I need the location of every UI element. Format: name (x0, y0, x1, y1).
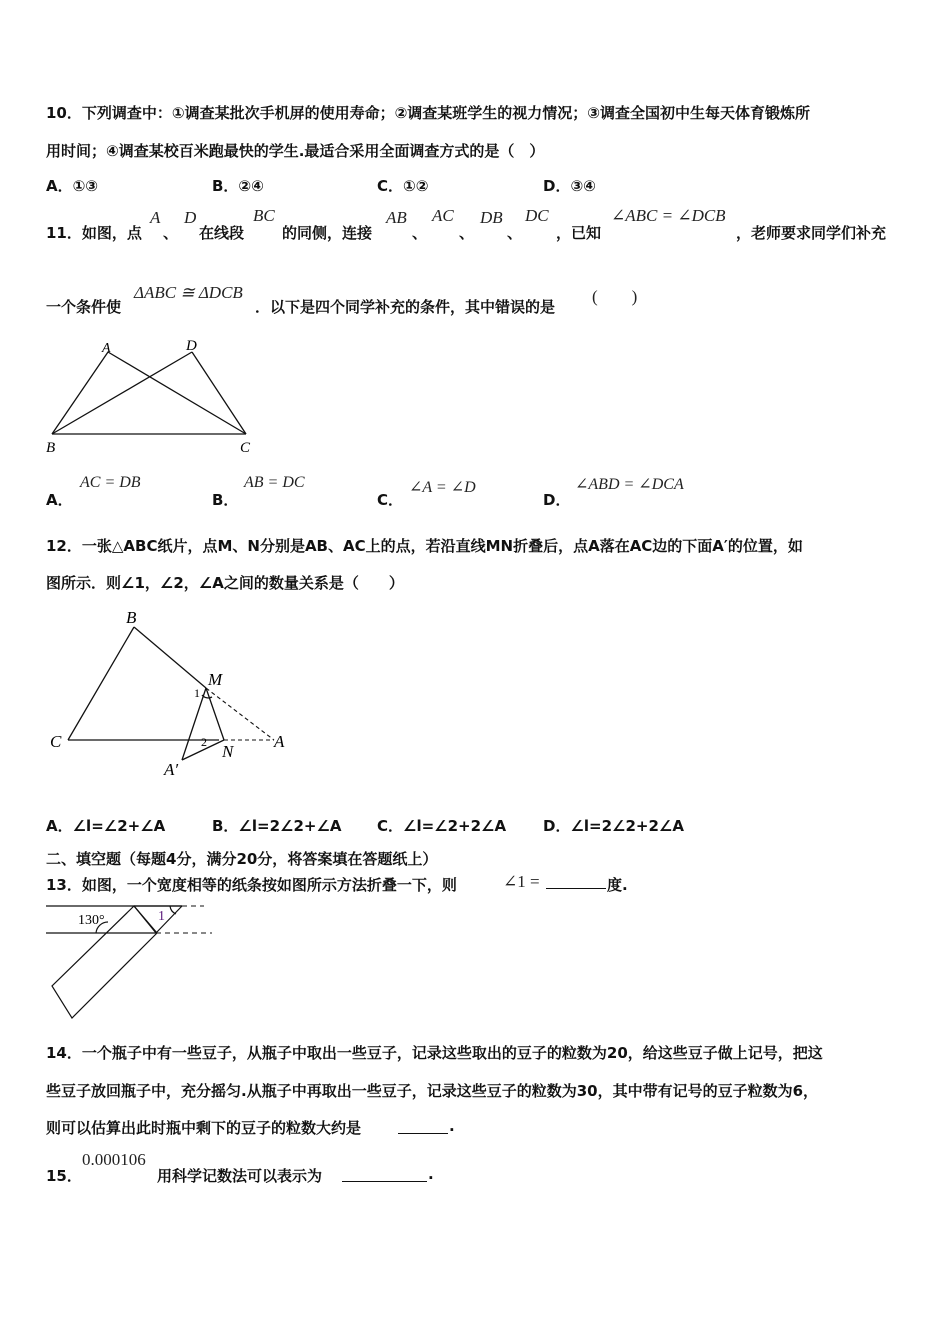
q11-number: 11．如图，点 (46, 224, 142, 242)
q15-answer-blank[interactable] (342, 1167, 427, 1182)
q11-seg-ab (52, 352, 108, 434)
q12-label-a-prime: A′ (164, 760, 179, 779)
q11-label-c: C (240, 440, 251, 456)
q11-label-d: D (186, 338, 197, 354)
q15-number: 15． (46, 1167, 82, 1185)
q11-seg-dc (192, 352, 246, 434)
q12-line2: 图所示．则∠1，∠2，∠A之间的数量关系是（ ） (46, 574, 404, 592)
q10-line1: 10．下列调查中：①调查某批次手机屏的使用寿命；②调查某班学生的视力情况；③调查全国初中生每天体育锻炼所 (46, 104, 810, 122)
section2-heading: 二、填空题（每题4分，满分20分，将答案填在答题纸上） (46, 850, 438, 868)
q11-point-a: A (150, 208, 161, 227)
q13-angle130: 130° (78, 913, 105, 928)
q13-text2: 度. (607, 876, 628, 894)
q11-option-b-math: AB = DC (244, 474, 305, 491)
q11-sep4: 、 (507, 224, 523, 242)
q12-option-c: C．∠l=∠2+2∠A (377, 817, 507, 835)
q11-option-d-math: ∠ABD = ∠DCA (575, 476, 684, 493)
q11-text-line1 (46, 222, 142, 243)
q11-option-c-letter: C． (377, 491, 404, 509)
q11-sep1: 、 (163, 224, 179, 242)
q11-segment-bc: BC (253, 206, 275, 225)
q12-label-b: B (126, 608, 137, 627)
q12-dash-ma (206, 688, 274, 740)
q12-line1: 12．一张△ABC纸片，点M、N分别是AB、AC上的点，若沿直线MN折叠后，点A落在AC边的下面A′的位置，如 (46, 537, 803, 555)
q11-seg-db (52, 352, 192, 434)
q15-end: . (428, 1165, 434, 1183)
q11-text3: 的同侧，连接 (282, 224, 373, 242)
q10-option-a: A．①③ (46, 177, 99, 195)
q12-option-a: A．∠l=∠2+∠A (46, 817, 166, 835)
q10-line2: 用时间；④调查某校百米跑最快的学生.最适合采用全面调查方式的是（ ） (46, 142, 545, 160)
q10-option-b: B．②④ (212, 177, 264, 195)
q11-label-a: A (102, 341, 111, 356)
q11-label-b: B (46, 440, 56, 456)
q11-seg-ac (108, 352, 246, 434)
q11-text2: 在线段 (199, 224, 245, 242)
q12-option-b: B．∠l=2∠2+∠A (212, 817, 342, 835)
q13-answer-blank[interactable] (546, 874, 606, 889)
q11-dc: DC (525, 206, 549, 225)
q10-option-d: D．③④ (543, 177, 596, 195)
q12-label-angle1: 1 (194, 686, 200, 700)
q11-option-b-letter: B． (212, 491, 239, 509)
q11-figure (44, 336, 274, 456)
q11-option-a-letter: A． (46, 491, 73, 509)
q14-answer-blank[interactable] (398, 1119, 448, 1134)
q11-answer-paren: ( ) (592, 287, 638, 306)
q13-label-1: 1 (158, 909, 165, 924)
q11-text7: ．以下是四个同学补充的条件，其中错误的是 (255, 298, 556, 316)
q13-fold-line (134, 906, 156, 933)
q12-label-n: N (222, 742, 234, 761)
q15-decimal: 0.000106 (82, 1150, 146, 1169)
q11-text5: ，老师要求同学们补充 (736, 224, 887, 242)
q14-line1: 14．一个瓶子中有一些豆子，从瓶子中取出一些豆子，记录这些取出的豆子的粒数为20，给这些豆子做上记号，把这 (46, 1044, 823, 1062)
q12-option-d: D．∠l=2∠2+2∠A (543, 817, 684, 835)
q15-text2: 用科学记数法可以表示为 (157, 1167, 323, 1185)
q12-figure (46, 605, 306, 785)
q12-seg-mn (206, 688, 224, 740)
q11-text6: 一个条件使 (46, 298, 122, 316)
q11-sep3: 、 (459, 224, 475, 242)
q12-seg-bm (134, 627, 206, 688)
q11-option-d-letter: D． (543, 491, 571, 509)
q11-sep2: 、 (412, 224, 428, 242)
q12-seg-bc (68, 627, 134, 740)
q11-angle-condition: ∠ABC = ∠DCB (611, 206, 726, 225)
q13-text1: 13．如图，一个宽度相等的纸条按如图所示方法折叠一下，则 (46, 876, 457, 894)
q14-line3: 则可以估算出此时瓶中剩下的豆子的粒数大约是 (46, 1119, 362, 1137)
q11-option-c-math: ∠A = ∠D (409, 479, 476, 496)
q11-ac: AC (432, 206, 454, 225)
q13-angle-label: ∠1 = (503, 872, 540, 891)
q11-ab: AB (386, 208, 407, 227)
q11-text4: ，已知 (556, 224, 602, 242)
q11-db: DB (480, 208, 503, 227)
q11-congruence: ΔABC ≅ ΔDCB (134, 283, 243, 302)
q12-label-angle2: 2 (201, 735, 207, 749)
q12-label-a: A (274, 732, 285, 751)
q13-figure (44, 900, 224, 1020)
q14-end: . (449, 1117, 455, 1135)
q14-line2: 些豆子放回瓶子中，充分摇匀.从瓶子中再取出一些豆子，记录这些豆子的粒数为30，其中带有记号的豆子粒数为6， (46, 1082, 819, 1100)
q10-option-c: C．①② (377, 177, 429, 195)
q12-label-c: C (50, 732, 62, 751)
q12-label-m: M (208, 670, 223, 689)
q11-option-a-math: AC = DB (80, 474, 141, 491)
q11-point-d: D (184, 208, 197, 227)
